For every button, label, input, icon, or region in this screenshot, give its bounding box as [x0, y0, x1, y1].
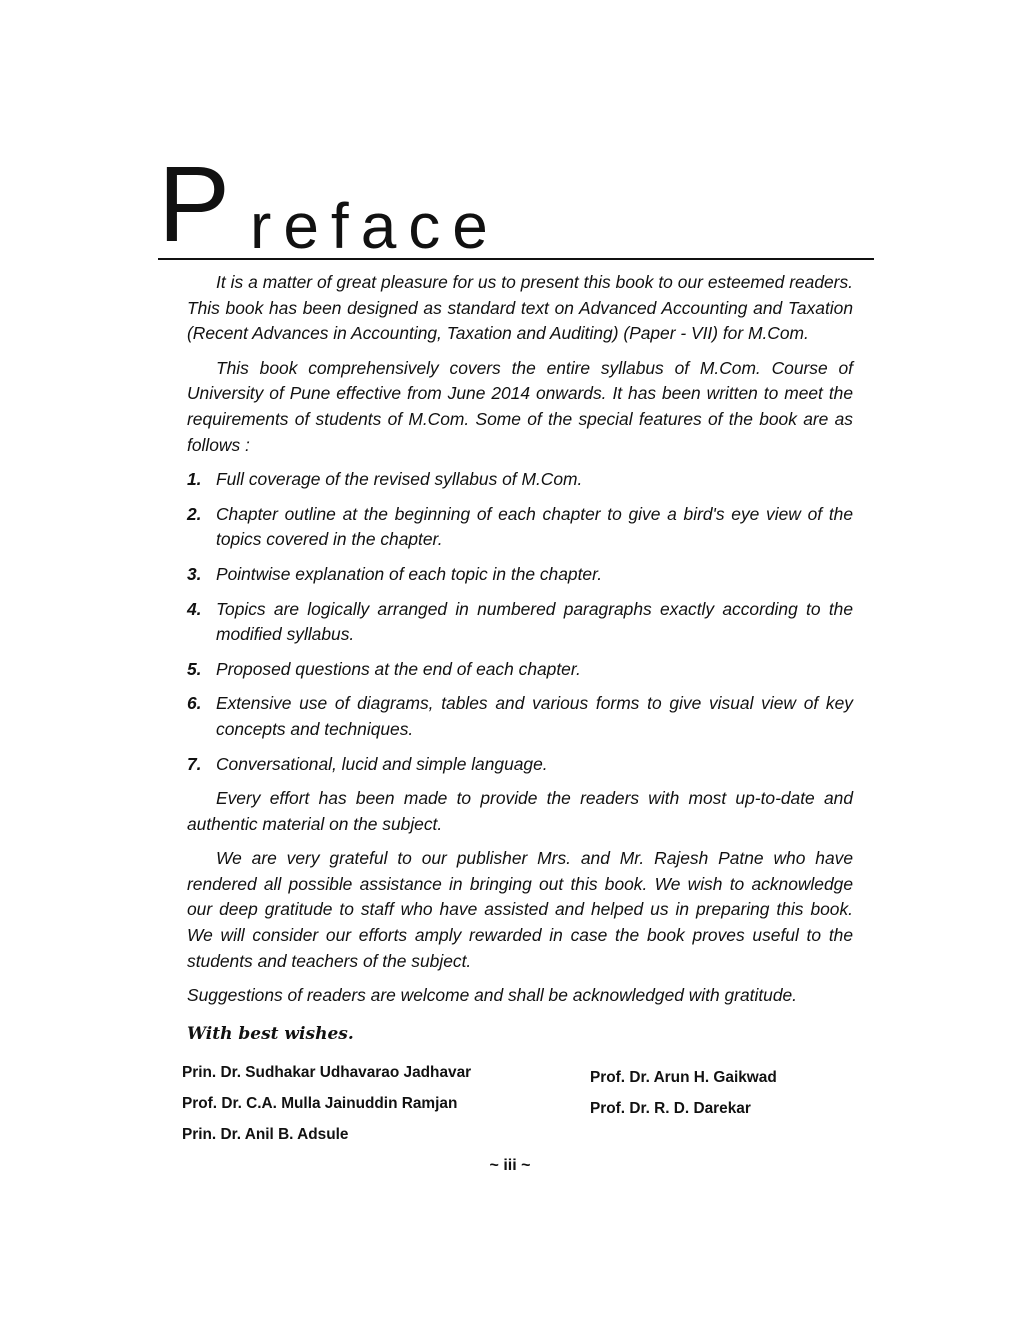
list-number: 2. [187, 503, 202, 524]
list-number: 6. [187, 693, 202, 714]
list-text: Extensive use of diagrams, tables and various forms to give visual view of key concepts and techniques. [216, 693, 853, 739]
feature-list [187, 467, 853, 777]
list-text: Proposed questions at the end of each chapter. [216, 658, 581, 679]
list-number: 3. [187, 563, 202, 584]
list-item [187, 752, 853, 778]
list-item [187, 597, 853, 648]
list-item [187, 562, 853, 588]
list-number: 1. [187, 469, 202, 490]
list-text: Conversational, lucid and simple language. [216, 753, 548, 774]
list-item [187, 691, 853, 742]
list-text: Topics are logically arranged in numbered paragraphs exactly according to the modified syllabus. [216, 598, 853, 645]
author-list-left [182, 1064, 471, 1157]
title-rest: reface [250, 190, 500, 262]
page-title [158, 143, 874, 264]
author-name: Prin. Dr. Anil B. Adsule [182, 1126, 349, 1143]
author-name: Prof. Dr. Arun H. Gaikwad [590, 1069, 777, 1086]
suggestion-line: Suggestions of readers are welcome and shall be acknowledged with gratitude. [187, 985, 798, 1006]
list-item [187, 502, 853, 553]
list-item [187, 657, 853, 683]
paragraph-intro-1: It is a matter of great pleasure for us to present this book to our esteemed readers. This book has been designed as standard text on Advanced Accounting and Taxation (Recent Advances in Accounting, Taxation and Auditing) (Paper - VII) for M.Com. [187, 272, 853, 344]
author-name: Prin. Dr. Sudhakar Udhavarao Jadhavar [182, 1064, 472, 1081]
list-item [187, 467, 853, 493]
title-initial: P [158, 143, 231, 264]
closing-wishes: With best wishes. [187, 1024, 354, 1044]
page-number: ~ iii ~ [489, 1157, 531, 1174]
list-number: 5. [187, 658, 202, 679]
list-text: Pointwise explanation of each topic in the chapter. [216, 563, 603, 584]
paragraph-outro-2: We are very grateful to our publisher Mrs. and Mr. Rajesh Patne who have rendered all possible assistance in bringing out this book. We wish to acknowledge our deep gratitude to staff who have assisted and helped us in preparing this book. We will consider our efforts amply rewarded in case the book proves useful to the students and teachers of the subject. [187, 848, 853, 971]
author-name: Prof. Dr. C.A. Mulla Jainuddin Ramjan [182, 1095, 458, 1112]
list-text: Full coverage of the revised syllabus of M.Com. [216, 469, 583, 490]
preface-body [187, 270, 853, 1018]
paragraph-intro-2: This book comprehensively covers the entire syllabus of M.Com. Course of University of Pune effective from June 2014 onwards. It has been written to meet the requirements of students of M.Com. Some of the special features of the book are as follows : [187, 357, 853, 455]
author-name: Prof. Dr. R. D. Darekar [590, 1100, 751, 1117]
list-number: 7. [187, 753, 202, 774]
list-text: Chapter outline at the beginning of each chapter to give a bird's eye view of the topics covered in the chapter. [216, 503, 853, 550]
author-list-right [590, 1069, 777, 1131]
list-number: 4. [187, 598, 202, 619]
paragraph-outro-1: Every effort has been made to provide the readers with most up-to-date and authentic material on the subject. [187, 788, 853, 834]
